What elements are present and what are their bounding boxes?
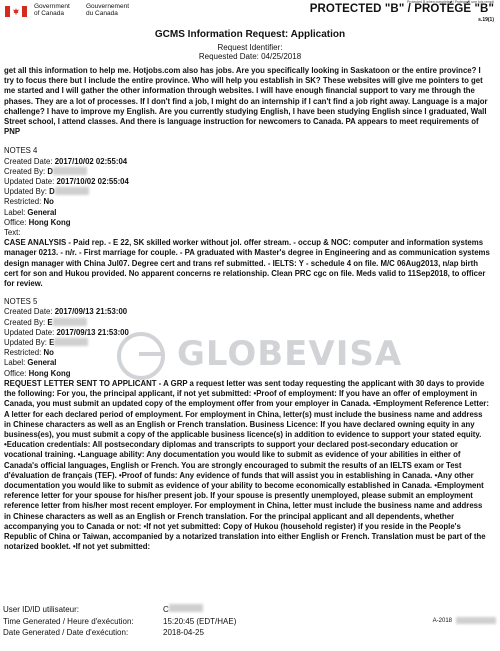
footer-value: 15:20:45 (EDT/HAE) bbox=[163, 616, 237, 626]
footer-time bbox=[3, 616, 497, 628]
label: Restricted: bbox=[4, 197, 42, 207]
value: D bbox=[49, 187, 55, 197]
value: 2017/09/13 21:53:00 bbox=[54, 307, 128, 317]
label: Created By: bbox=[4, 166, 46, 176]
value: 2017/09/13 21:53:00 bbox=[56, 327, 129, 337]
value: D bbox=[47, 166, 53, 176]
government-en bbox=[34, 3, 70, 17]
redaction bbox=[456, 617, 496, 624]
canada-flag-icon bbox=[5, 6, 27, 17]
label: Updated By: bbox=[4, 187, 47, 197]
note-5 bbox=[4, 297, 490, 552]
note-updated-date bbox=[4, 328, 490, 338]
watermark-text: GLOBEVISA bbox=[177, 334, 403, 374]
value: Hong Kong bbox=[28, 217, 71, 227]
document-body bbox=[4, 66, 490, 596]
gov-en-line1: Government bbox=[34, 3, 70, 10]
reference-prefix: A-2018 bbox=[432, 617, 452, 624]
label: Updated By: bbox=[4, 338, 47, 348]
footer-label: Date Generated / Date d'exécution: bbox=[3, 628, 129, 637]
page-header bbox=[0, 0, 500, 26]
gov-fr-line1: Gouvernement bbox=[86, 3, 129, 10]
value: General bbox=[27, 358, 57, 368]
redaction bbox=[53, 318, 87, 326]
label: Created Date: bbox=[4, 307, 53, 317]
footer-date bbox=[3, 627, 497, 639]
redaction bbox=[54, 338, 88, 346]
footer-label: User ID/ID utilisateur: bbox=[3, 605, 80, 614]
note-4 bbox=[4, 146, 490, 289]
note-title: NOTES 4 bbox=[4, 146, 38, 156]
note-created-by bbox=[4, 167, 490, 177]
gov-en-line2: of Canada bbox=[34, 10, 64, 17]
gov-fr-line2: du Canada bbox=[86, 10, 118, 17]
government-fr bbox=[86, 3, 129, 17]
note-created-date bbox=[4, 157, 490, 167]
page-title: GCMS Information Request: Application bbox=[154, 29, 346, 40]
value: 2017/10/02 02:55:04 bbox=[56, 177, 129, 187]
label: Restricted: bbox=[4, 348, 42, 358]
intro-paragraph: get all this information to help me. Hotjobs.com also has jobs. Are you specifically looking in Saskatoon or the entire province? I try to focus there but I include the entire province. Who will help you establish in SK? These websites will give me pointers to get me started and I will gather the other information through websites. I will have enough financial support to vary me through the phases. They are a lot of processes. If I don't find a job, I might do an internship if I can't find a job right away. Language is a major challenge? I have to improve my English. Are you currently studying English, I have been studying English since I graduated, Wall Street school, I attend classes. And there is language instruction for newcomers to Canada. PA appears to meet requirements of PNP bbox=[4, 66, 488, 137]
protected-banner: PROTECTED "B" / PROTÉGÉ "B" bbox=[309, 3, 494, 15]
protected-note: Protected B when completed / Protégé B une fois rempli bbox=[407, 0, 494, 4]
label: Updated Date: bbox=[4, 177, 55, 187]
note-office bbox=[4, 369, 490, 379]
note-text: CASE ANALYSIS - Paid rep. - E 22, SK skilled worker without jol. offer stream. - occup & NOC: computer and information systems manager 0213. - n/r. - First marriage for couple. - PA graduated with Master's degree in Engineering and as communication systems design manager with China Jul07. Degree cert and trans ref submitted. - IELTS: Y - schedule 4 on file. M/C 06Aug2013, n/ap birth cert for son and Hukou provided. No apparent concerns re relationship. Clean PRC cgc on file. Meds valid to 11Sep2018, to officer for review. bbox=[4, 238, 490, 289]
value: Hong Kong bbox=[28, 368, 71, 378]
redaction bbox=[55, 187, 89, 195]
label: Label: bbox=[4, 207, 26, 217]
label: Updated Date: bbox=[4, 327, 55, 337]
label: Created By: bbox=[4, 317, 46, 327]
requested-date: Requested Date: 04/25/2018 bbox=[198, 52, 302, 61]
redaction bbox=[169, 604, 203, 612]
note-created-date bbox=[4, 307, 490, 317]
note-office bbox=[4, 218, 490, 228]
note-created-by bbox=[4, 318, 490, 328]
request-identifier: Request Identifier: bbox=[217, 43, 283, 52]
label: Created Date: bbox=[4, 156, 53, 166]
value: No bbox=[43, 348, 54, 358]
value: E bbox=[49, 338, 55, 348]
note-updated-date bbox=[4, 177, 490, 187]
value: 2017/10/02 02:55:04 bbox=[54, 156, 128, 166]
note-text: REQUEST LETTER SENT TO APPLICANT - A GRP a request letter was sent today requesting the applicant with 30 days to provide the following: For you, the principal applicant, if not yet submitted: •Proof of employment: If you have an offer of employment in Canada, you must submit an updated copy of the employment offer from your employer in Canada. •Employment Reference Letter: A letter for each declared period of employment. For employment in China, letter(s) must include the business name and address in Chinese characters as well as an English or French translation. Business Licence: If you have declared owning equity in any business(es), you must submit a copy of the applicable business licence(s) in addition to evidence to support your stated equity. •Education credentials: All postsecondary diplomas and transcripts to support your declared post-secondary education or vocational training. •Language ability: Any documentation you would like to submit as evidence of your abilities in either of Canada's official languages, English or French. You are strongly encouraged to submit the results of an IELTS exam or Test d'évaluation de français (TEF). •Proof of funds: Any evidence of funds that will assist you in establishing in Canada. •Any other documentation you would like to submit as evidence of your ability to become economically established in Canada. •Employment reference letter for your spouse for his/her present job. If your spouse is presently unemployed, please submit an employment reference letter from his/her most recent employer. For employment in China, letter must include the business name and address in Chinese characters as well as an English or French translation. For the principal applicant and all dependents, whether accompanying you to Canada or not: •If not yet submitted: Copy of Hukou (household register) if you reside in the People's Republic of China or Taiwan, accompanied by a notarized translation into either English or French. Translation must be part of the notarized booklet. •If not yet submitted: bbox=[4, 378, 489, 552]
label: Office: bbox=[4, 368, 27, 378]
label: Office: bbox=[4, 217, 27, 227]
footer-label: Time Generated / Heure d'exécution: bbox=[3, 616, 134, 626]
value: General bbox=[27, 207, 57, 217]
footer-value: C bbox=[163, 605, 169, 614]
footer-user bbox=[3, 604, 497, 616]
note-title: NOTES 5 bbox=[4, 297, 38, 307]
form-code: s.19(1) bbox=[478, 17, 494, 23]
footer-reference bbox=[433, 617, 496, 624]
label: Label: bbox=[4, 358, 26, 368]
page-footer bbox=[3, 604, 497, 639]
note-text-label: Text: bbox=[4, 228, 21, 238]
note-updated-by bbox=[4, 187, 490, 197]
footer-value: 2018-04-25 bbox=[163, 628, 204, 637]
value: No bbox=[43, 197, 54, 207]
note-label bbox=[4, 208, 490, 218]
note-label bbox=[4, 358, 490, 368]
note-restricted bbox=[4, 197, 490, 207]
redaction bbox=[53, 167, 87, 175]
note-updated-by bbox=[4, 338, 490, 348]
value: E bbox=[47, 317, 53, 327]
note-restricted bbox=[4, 348, 490, 358]
